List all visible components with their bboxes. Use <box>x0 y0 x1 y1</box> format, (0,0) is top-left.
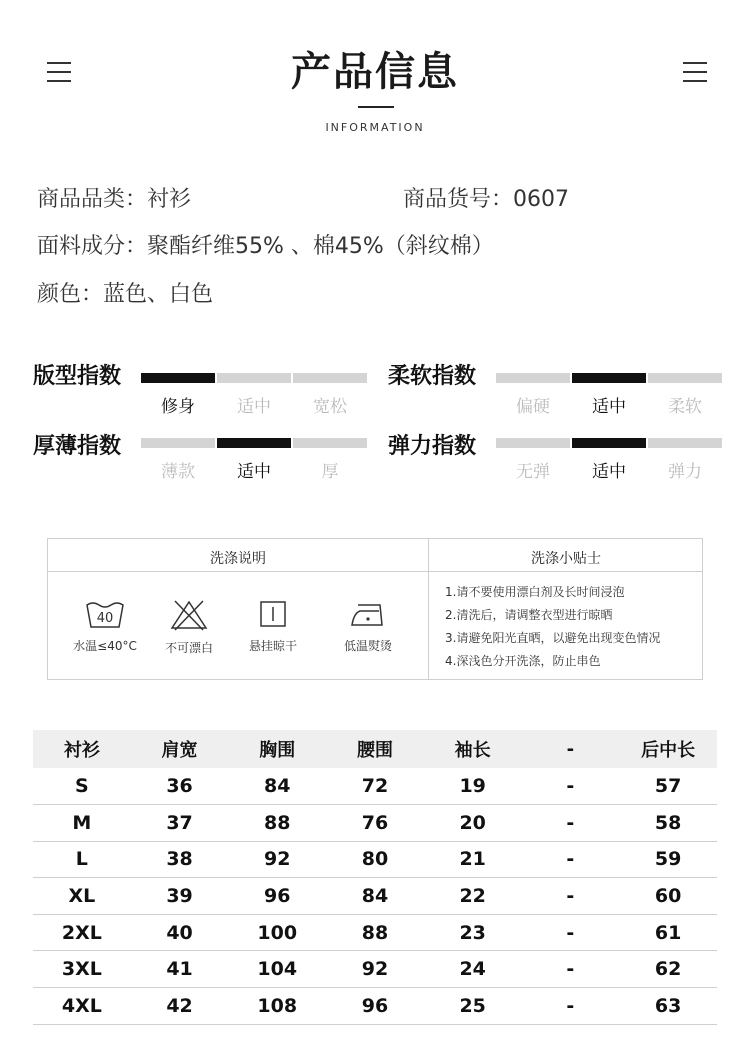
wash-caption-iron: 低温熨烫 <box>343 639 392 653</box>
table-cell: 40 <box>131 914 229 951</box>
table-cell: 19 <box>424 768 522 805</box>
size-table-header-cell: 肩宽 <box>131 730 229 768</box>
size-table-header-cell: 衬衫 <box>33 730 131 768</box>
index-bar-segment <box>293 438 367 448</box>
table-cell: 59 <box>619 841 717 878</box>
index-option-label: 厚 <box>321 462 339 482</box>
size-table-header-cell: 胸围 <box>228 730 326 768</box>
index-option-label: 适中 <box>592 397 626 417</box>
index-option-label: 柔软 <box>668 397 702 417</box>
table-cell: 62 <box>619 951 717 988</box>
size-table-header-cell: 袖长 <box>424 730 522 768</box>
page-subtitle: INFORMATION <box>325 121 425 134</box>
table-cell: 76 <box>326 805 424 842</box>
table-row <box>33 768 717 805</box>
table-cell: 42 <box>131 988 229 1025</box>
table-cell: 37 <box>131 805 229 842</box>
table-cell: - <box>522 914 620 951</box>
wash-instructions-title: 洗涤说明 <box>210 551 266 567</box>
index-option-label: 弹力 <box>668 462 702 482</box>
wash-item-dry <box>228 599 318 654</box>
wash-caption-temp: 水温≤40°C <box>73 639 137 653</box>
info-fabric: 面料成分：聚酯纤维55% 、棉45%（斜纹棉） <box>37 234 494 259</box>
table-row <box>33 951 717 988</box>
table-cell: 84 <box>326 878 424 915</box>
table-cell: 38 <box>131 841 229 878</box>
table-cell: 92 <box>228 841 326 878</box>
table-cell: 63 <box>619 988 717 1025</box>
table-cell: 72 <box>326 768 424 805</box>
table-cell: L <box>33 841 131 878</box>
table-cell: 100 <box>228 914 326 951</box>
table-cell: 58 <box>619 805 717 842</box>
index-option-label: 适中 <box>237 462 271 482</box>
index-bar-segment <box>496 438 570 448</box>
index-option-label: 适中 <box>592 462 626 482</box>
index-label: 版型指数 <box>33 364 122 389</box>
index-option-label: 薄款 <box>161 462 195 482</box>
table-cell: 20 <box>424 805 522 842</box>
index-label: 厚薄指数 <box>33 434 122 459</box>
wash-item-bleach <box>144 599 234 656</box>
index-bar-segment <box>217 373 291 383</box>
table-cell: - <box>522 841 620 878</box>
table-row <box>33 805 717 842</box>
info-color: 颜色：蓝色、白色 <box>37 282 214 307</box>
table-cell: 88 <box>228 805 326 842</box>
table-cell: S <box>33 768 131 805</box>
wash-tip: 4.深浅色分开洗涤，防止串色 <box>445 654 601 668</box>
index-bar-segment <box>572 438 646 448</box>
wash-caption-bleach: 不可漂白 <box>164 641 213 655</box>
table-cell: 108 <box>228 988 326 1025</box>
index-bar-segment <box>496 373 570 383</box>
table-cell: 60 <box>619 878 717 915</box>
table-cell: 96 <box>228 878 326 915</box>
table-cell: M <box>33 805 131 842</box>
table-cell: - <box>522 768 620 805</box>
table-cell: 39 <box>131 878 229 915</box>
table-cell: 23 <box>424 914 522 951</box>
wash-caption-dry: 悬挂晾干 <box>248 639 297 653</box>
table-row <box>33 988 717 1025</box>
size-table-header <box>33 730 717 768</box>
table-cell: 3XL <box>33 951 131 988</box>
index-bar-segment <box>648 373 722 383</box>
index-option-label: 宽松 <box>313 397 347 417</box>
wash-item-iron <box>323 599 413 654</box>
index-bar-segment <box>141 373 215 383</box>
index-bar-segment <box>141 438 215 448</box>
size-table-header-cell: 腰围 <box>326 730 424 768</box>
table-cell: 21 <box>424 841 522 878</box>
table-row <box>33 878 717 915</box>
index-bar-segment <box>217 438 291 448</box>
wash-table <box>47 538 703 680</box>
table-cell: XL <box>33 878 131 915</box>
wash-tub-temp: 40 <box>96 611 114 626</box>
table-cell: 36 <box>131 768 229 805</box>
info-item-no: 商品货号：0607 <box>403 187 569 212</box>
size-table <box>33 730 717 1025</box>
table-cell: 22 <box>424 878 522 915</box>
index-option-label: 偏硬 <box>516 397 550 417</box>
table-cell: 92 <box>326 951 424 988</box>
no-bleach-icon <box>169 599 209 631</box>
table-cell: - <box>522 988 620 1025</box>
table-cell: 104 <box>228 951 326 988</box>
table-cell: 80 <box>326 841 424 878</box>
index-bar-segment <box>572 373 646 383</box>
table-cell: 4XL <box>33 988 131 1025</box>
wash-header-divider <box>48 571 702 572</box>
table-cell: - <box>522 951 620 988</box>
table-cell: 84 <box>228 768 326 805</box>
wash-tip: 2.清洗后，请调整衣型进行晾晒 <box>445 608 613 622</box>
index-option-label: 修身 <box>161 397 195 417</box>
size-table-header-cell: 后中长 <box>619 730 717 768</box>
index-bar-segment <box>293 373 367 383</box>
table-cell: 24 <box>424 951 522 988</box>
menu-icon-right[interactable] <box>683 62 707 82</box>
wash-item-temp <box>60 599 150 654</box>
table-cell: 25 <box>424 988 522 1025</box>
wash-tip: 1.请不要使用漂白剂及长时间浸泡 <box>445 585 625 599</box>
table-cell: 88 <box>326 914 424 951</box>
title-underline <box>358 106 394 108</box>
index-bar-segment <box>648 438 722 448</box>
table-cell: 96 <box>326 988 424 1025</box>
page-title: 产品信息 <box>291 49 459 95</box>
size-table-header-cell: - <box>522 730 620 768</box>
hang-dry-icon <box>258 599 288 629</box>
table-cell: - <box>522 878 620 915</box>
table-row <box>33 914 717 951</box>
table-cell: 61 <box>619 914 717 951</box>
table-cell: 57 <box>619 768 717 805</box>
table-cell: - <box>522 805 620 842</box>
index-option-label: 无弹 <box>516 462 550 482</box>
table-cell: 2XL <box>33 914 131 951</box>
table-cell: 41 <box>131 951 229 988</box>
wash-tub-40-icon <box>85 599 125 629</box>
index-option-label: 适中 <box>237 397 271 417</box>
index-label: 弹力指数 <box>388 434 477 459</box>
index-label: 柔软指数 <box>388 364 477 389</box>
info-category: 商品品类：衬衫 <box>37 187 192 212</box>
table-row <box>33 841 717 878</box>
low-iron-icon <box>348 599 388 629</box>
wash-tips-title: 洗涤小贴士 <box>531 551 601 567</box>
wash-tip: 3.请避免阳光直晒，以避免出现变色情况 <box>445 631 661 645</box>
